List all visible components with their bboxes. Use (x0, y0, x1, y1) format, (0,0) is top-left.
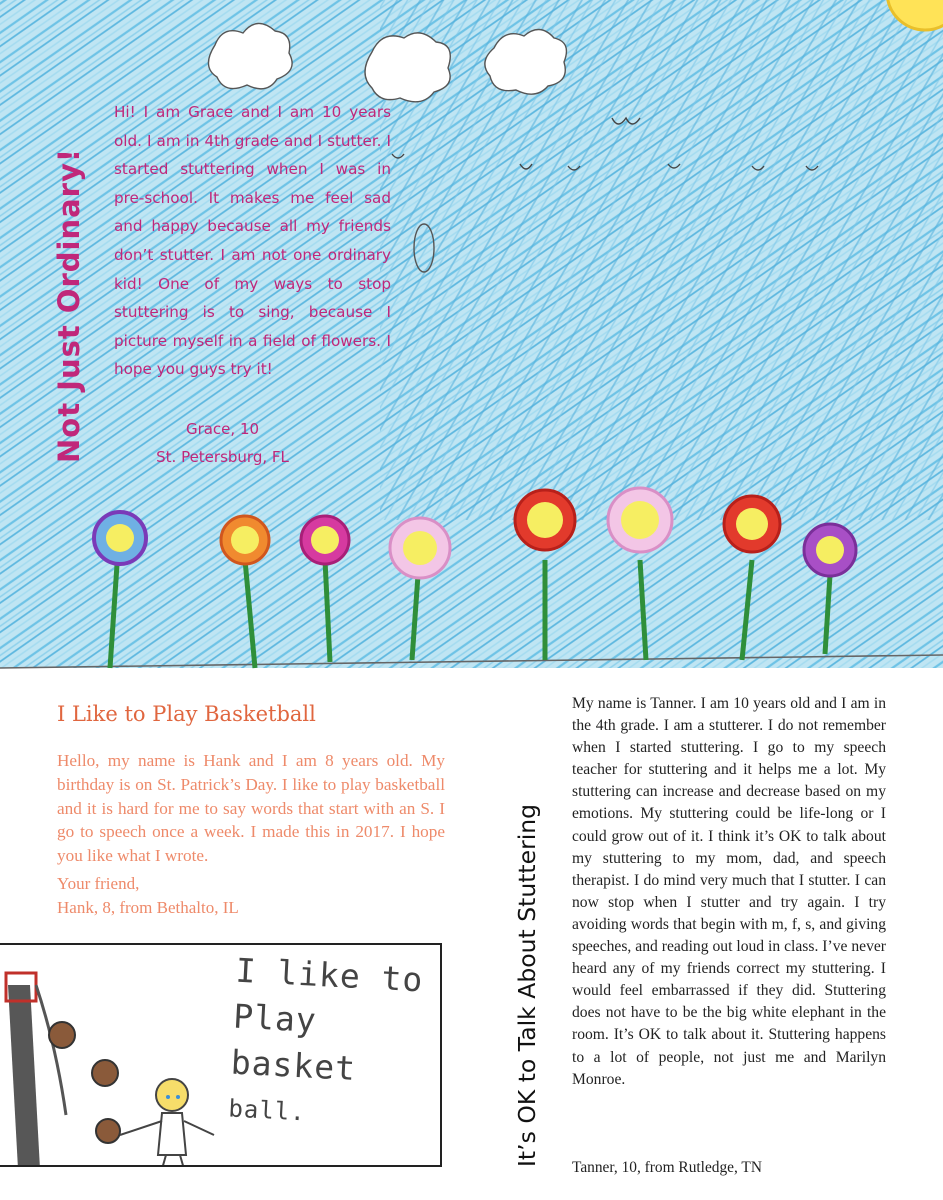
drawing-caption-line1: I like to (234, 950, 425, 1000)
drawing-caption (227, 948, 442, 1143)
hank-letter: Hello, my name is Hank and I am 8 years old. My birthday is on St. Patrick’s Day. I like to play basketball and it is hard for me to say words that start with an S. I go to speech once a week. I made this in 2017. I hope you like what I wrote. (57, 751, 445, 866)
grace-heading: Not Just Ordinary! (52, 147, 86, 463)
basketball-drawing (0, 943, 442, 1167)
hank-signature (57, 872, 445, 920)
grace-signature (114, 415, 391, 471)
drawing-caption-line3: ball. (227, 1094, 307, 1127)
grace-letter: Hi! I am Grace and I am 10 years old. I am in 4th grade and I stutter. I started stuttering when I was in pre-school. It makes me feel sad and happy because all my friends don’t stutter. I am not one ordinary kid! One of my ways to stop stuttering is to sing, because I picture myself in a field of flowers. I hope you guys try it! (114, 103, 391, 379)
hank-signature-line1: Your friend, (57, 874, 140, 893)
tanner-heading: It’s OK to Talk About Stuttering (513, 803, 541, 1167)
drawing-caption-line2: Play basket (229, 996, 358, 1089)
hank-title: I Like to Play Basketball (57, 702, 316, 726)
tanner-letter: My name is Tanner. I am 10 years old and I am in the 4th grade. I am a stutterer. I do not remember when I started stuttering. I go to my speech teacher for stuttering and it helps me a lot. My stuttering can increase and decrease based on my emotions. My stuttering could be life-long or I could grow out of it. I think it’s OK to talk about my stuttering to my mom, dad, and speech therapist. I do mind very much that I stutter. I can now stop when I stutter and try again. I try avoiding words that begin with m, f, s, and giving speeches, and reading out loud in class. I’ve never heard any of my friends correct my stuttering. I would feel embarrassed if they did. Stuttering does not have to be the big white elephant in the room. It’s OK to talk about it. Stuttering happens to a lot of people, not just me and Marilyn Monroe. (572, 695, 886, 1088)
grace-signature-place: St. Petersburg, FL (156, 448, 289, 466)
grace-signature-name: Grace, 10 (185, 420, 260, 438)
hank-signature-line2: Hank, 8, from Bethalto, IL (57, 897, 239, 917)
tanner-signature: Tanner, 10, from Rutledge, TN (572, 1159, 762, 1176)
